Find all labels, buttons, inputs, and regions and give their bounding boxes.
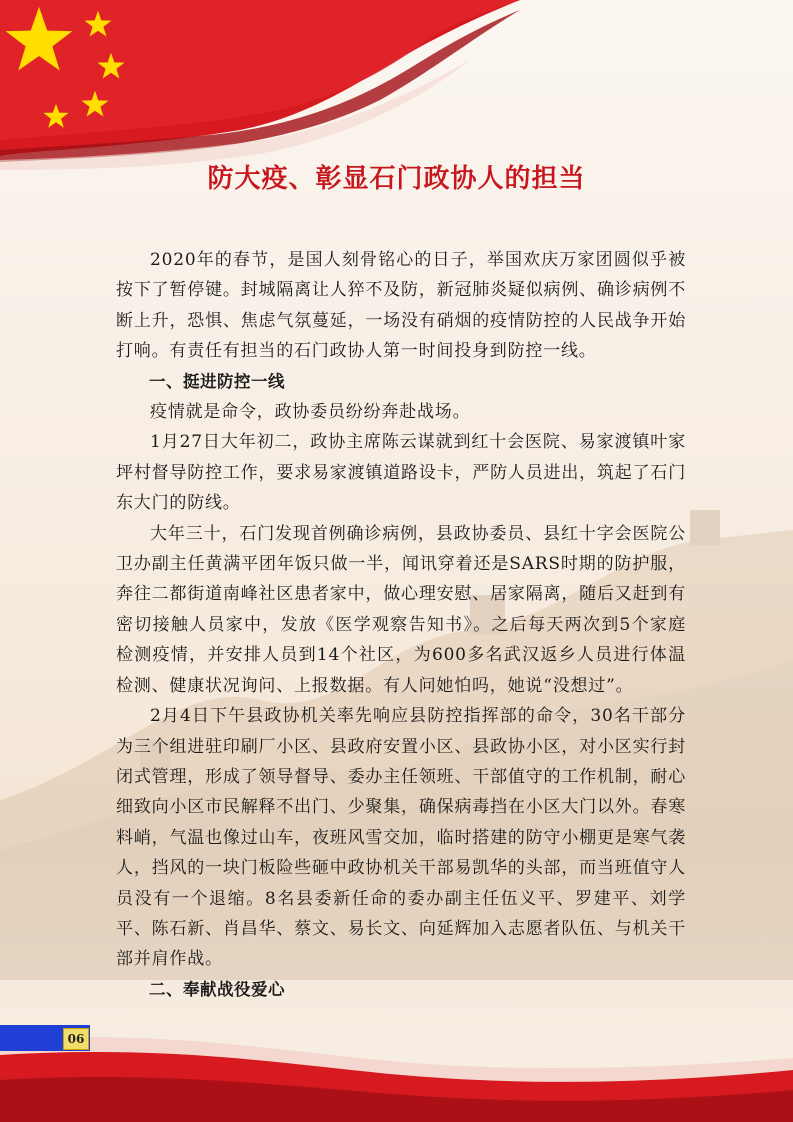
paragraph: 大年三十，石门发现首例确诊病例，县政协委员、县红十字会医院公卫办副主任黄满平团年饭只做一半，闻讯穿着还是SARS时期的防护服，奔往二都街道南峰社区患者家中，做心理安慰、居家隔离，随后又赶到有密切接触人员家中，发放《医学观察告知书》。之后每天两次到5个家庭检测疫情，并安排人员到14个社区，为600多名武汉返乡人员进行体温检测、健康状况询问、上报数据。有人问她怕吗，她说“没想过”。 — [116, 523, 686, 696]
article-body — [116, 245, 686, 1005]
star-icon — [80, 90, 110, 120]
section-heading: 一、挺进防控一线 — [149, 371, 285, 391]
article-title: 防大疫、彰显石门政协人的担当 — [207, 164, 586, 194]
paragraph: 疫情就是命令，政协委员纷纷奔赴战场。 — [150, 402, 471, 423]
paragraph: 1月27日大年初二，政协主席陈云谋就到红十会医院、易家渡镇叶家坪村督导防控工作，要求易家渡镇道路设卡，严防人员进出，筑起了石门东大门的防线。 — [116, 432, 686, 514]
page-number: 06 — [63, 1028, 89, 1050]
star-icon — [83, 10, 113, 40]
flag-banner-top — [0, 0, 793, 170]
paragraph: 2月4日下午县政协机关率先响应县防控指挥部的命令，30名干部分为三个组进驻印刷厂小区、县政府安置小区、县政协小区，对小区实行封闭式管理，形成了领导督导、委办主任领班、干部值守的工作机制，耐心细致向小区市民解释不出门、少聚集，确保病毒挡在小区大门以外。春寒料峭，气温也像过山车，夜班风雪交加，临时搭建的防守小棚更是寒气袭人，挡风的一块门板险些砸中政协机关干部易凯华的头部，而当班值守人员没有一个退缩。8名县委新任命的委办副主任伍义平、罗建平、刘学平、陈石新、肖昌华、蔡文、易长文、向延辉加入志愿者队伍、与机关干部并肩作战。 — [116, 706, 686, 970]
star-icon — [2, 5, 76, 79]
star-icon — [42, 103, 70, 131]
flag-banner-bottom — [0, 1000, 793, 1122]
star-icon — [96, 52, 126, 82]
paragraph: 2020年的春节，是国人刻骨铭心的日子，举国欢庆万家团圆似乎被按下了暂停键。封城隔离让人猝不及防，新冠肺炎疑似病例、确诊病例不断上升，恐惧、焦虑气氛蔓延，一场没有硝烟的疫情防控的人民战争开始打响。有责任有担当的石门政协人第一时间投身到防控一线。 — [116, 250, 686, 362]
section-heading: 二、奉献战役爱心 — [149, 979, 285, 999]
